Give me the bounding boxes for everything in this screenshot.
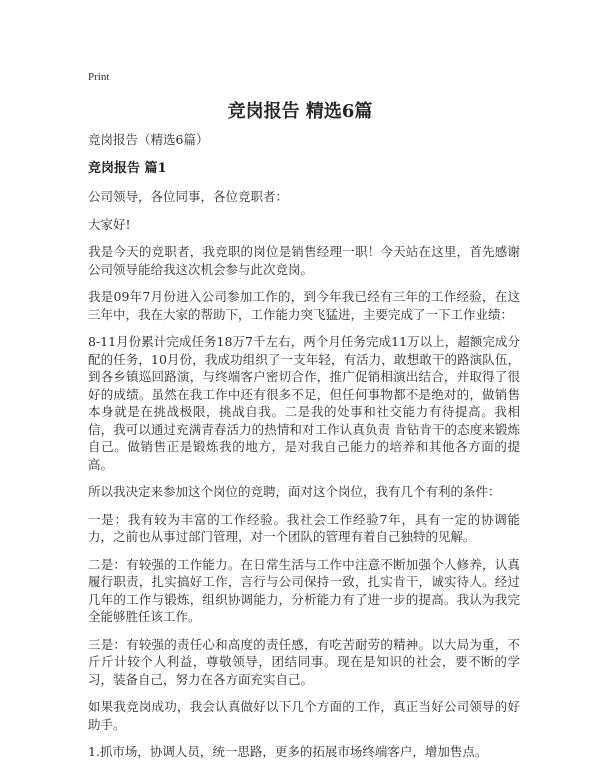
document-body xyxy=(88,131,520,771)
paragraph-achievements: 8-11月份累计完成任务18万7千左右，两个月任务完成11万以上，超额完成分配的任务，10月份，我成功组织了一支年轻，有活力，敢想敢干的路演队伍，到各乡镇巡回路演，与终端客户密切合作，推广促销相演出结合，并取得了很好的成绩。虽然在我工作中还有很多不足，但任何事物都不是绝对的，做销售本身就是在挑战极限，挑战自我。二是我的处事和社交能力有待提高。我相信，我可以通过充满青春活力的热情和对工作认真负责 肯钻肯干的态度来锻炼自己。做销售正是锻炼我的地方，是对我自己能力的培养和其他各方面的提高。 xyxy=(88,334,520,472)
paragraph-greeting: 大家好! xyxy=(88,216,131,232)
paragraph-plan-item-one: 1.抓市场，协调人员，统一思路，更多的拓展市场终端客户，增加售点。 xyxy=(88,744,488,759)
section-heading: 竞岗报告 篇1 xyxy=(88,160,167,176)
paragraph-point-two: 二是：有较强的工作能力。在日常生活与工作中注意不断加强个人修养，认真履行职责，扎实搞好工作，言行与公司保持一致，扎实肯干，诚实待人。经过几年的工作与锻炼，组织协调能力，分析能力有了进一步的提高。我认为我完全能够胜任该工作。 xyxy=(88,556,520,624)
print-link[interactable]: Print xyxy=(88,71,110,83)
document-title: 竞岗报告 精选6篇 xyxy=(227,101,373,122)
paragraph-plan: 如果我竞岗成功，我会认真做好以下几个方面的工作，真正当好公司领导的好助手。 xyxy=(88,699,520,732)
paragraph-salutation: 公司领导，各位同事，各位竞职者： xyxy=(88,189,289,204)
paragraph-decision: 所以我决定来参加这个岗位的竞聘，面对这个岗位，我有几个有利的条件： xyxy=(88,484,501,499)
paragraph-point-one: 一是：我有较为丰富的工作经验。我社会工作经验7年，具有一定的协调能力，之前也从事过部门管理，对一个团队的管理有着自己独特的见解。 xyxy=(88,511,520,544)
paragraph-point-three: 三是：有较强的责任心和高度的责任感，有吃苦耐劳的精神。以大局为重，不斤斤计较个人利益，尊敬领导，团结同事。现在是知识的社会，要不断的学习，装备自己，努力在各方面充实自己。 xyxy=(88,636,520,687)
paragraph-intro: 我是今天的竞职者，我竞职的岗位是销售经理一职！今天站在这里，首先感谢公司领导能给我这次机会参与此次竞岗。 xyxy=(88,244,520,277)
paragraph-experience: 我是09年7月份进入公司参加工作的，到今年我已经有三年的工作经验，在这三年中，我在大家的帮助下，工作能力突飞猛进，主要完成了一下工作业绩： xyxy=(88,289,520,322)
document-subtitle: 竞岗报告（精选6篇） xyxy=(88,132,209,147)
